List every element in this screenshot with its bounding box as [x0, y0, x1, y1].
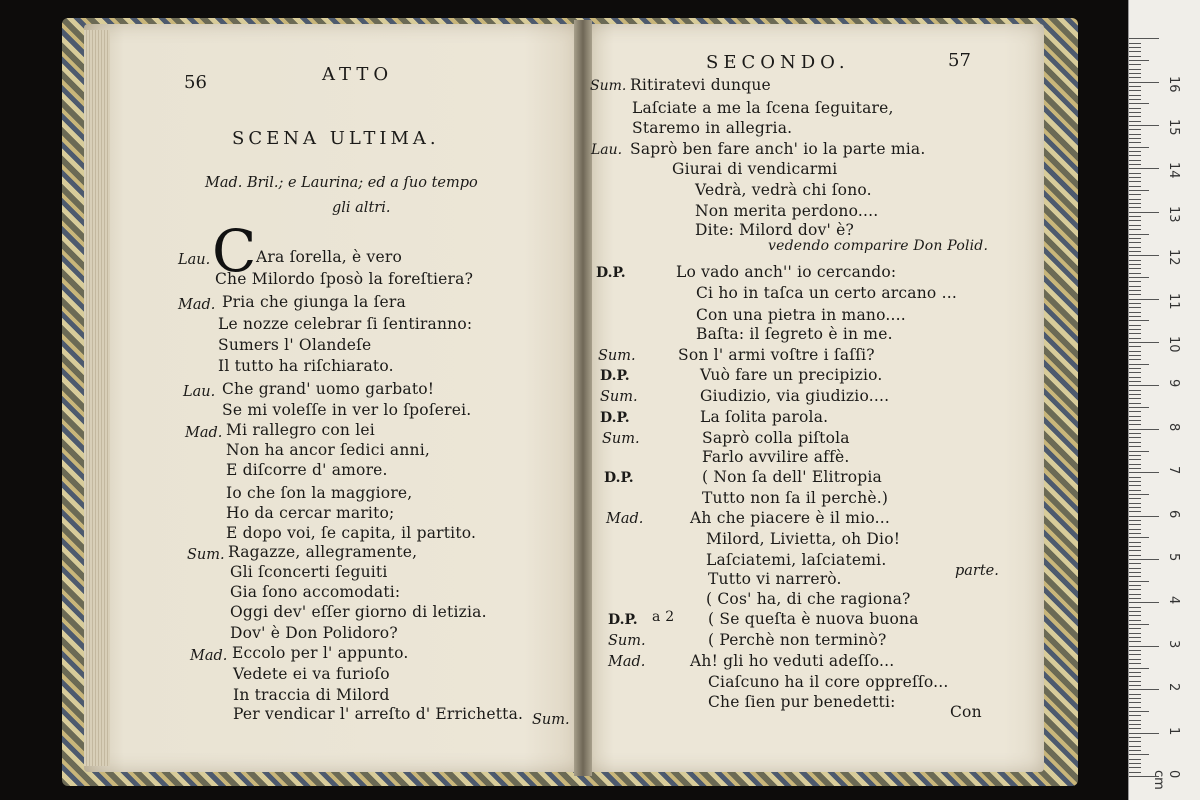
ruler-tick [1129, 559, 1159, 560]
ruler-tick [1129, 316, 1141, 317]
ruler-tick [1129, 207, 1141, 208]
verse-line: Oggi dev' eſſer giorno di letizia. [230, 603, 487, 621]
ruler-tick [1129, 277, 1149, 278]
measurement-ruler [1128, 0, 1200, 800]
ruler-tick [1129, 442, 1141, 443]
verse-line: Dite: Milord dov' è? [695, 221, 854, 239]
ruler-tick [1129, 43, 1141, 44]
ruler-tick [1129, 568, 1141, 569]
speaker-label: Sum. [608, 633, 646, 649]
speaker-label: Sum. [600, 389, 638, 405]
verse-line: Ho da cercar marito; [226, 504, 395, 522]
ruler-tick [1129, 238, 1141, 239]
ruler-tick [1129, 490, 1141, 491]
ruler-tick [1129, 38, 1159, 39]
ruler-tick [1129, 689, 1159, 690]
verse-line: Le nozze celebrar ſi ſentiranno: [218, 315, 473, 333]
page-number-right: 57 [948, 50, 971, 71]
ruler-tick [1129, 134, 1141, 135]
ruler-tick [1129, 611, 1141, 612]
speaker-label: D.P. [600, 410, 630, 426]
ruler-tick [1129, 733, 1159, 734]
verse-line: Ci ho in taſca un certo arcano ... [696, 284, 957, 302]
verse-line: Non ha ancor ſedici anni, [226, 441, 430, 459]
ruler-tick [1129, 529, 1141, 530]
ruler-tick [1129, 503, 1141, 504]
ruler-tick [1129, 351, 1141, 352]
ruler-tick [1129, 594, 1141, 595]
ruler-label: 7 [1166, 466, 1181, 475]
ruler-tick [1129, 694, 1141, 695]
ruler-tick [1129, 216, 1141, 217]
page-edges [84, 30, 110, 766]
verse-line: Saprò colla piſtola [702, 429, 850, 447]
running-head-left: ATTO [322, 64, 394, 85]
ruler-tick [1129, 229, 1141, 230]
verse-line: Che grand' uomo garbato! [222, 380, 435, 398]
verse-line: ( Se queſta è nuova buona [708, 610, 919, 628]
running-head-right: SECONDO. [706, 52, 850, 73]
verse-line: E dopo voi, ſe capita, il partito. [226, 524, 477, 542]
verse-line: Tutto non ſa il perchè.) [702, 489, 889, 507]
ruler-tick [1129, 86, 1141, 87]
side-note-parte: parte. [955, 563, 999, 579]
verse-line: Il tutto ha riſchiarato. [218, 357, 394, 375]
ruler-label: 3 [1166, 639, 1181, 649]
ruler-tick [1129, 194, 1141, 195]
ruler-label: 16 [1166, 75, 1181, 93]
ruler-tick [1129, 242, 1141, 243]
ruler-tick [1129, 411, 1141, 412]
ruler-tick [1129, 772, 1141, 773]
verse-line: Gli ſconcerti ſeguiti [230, 563, 388, 581]
ruler-tick [1129, 112, 1141, 113]
ruler-tick [1129, 268, 1141, 269]
ruler-tick [1129, 82, 1159, 83]
speaker-label: Mad. [606, 511, 644, 527]
verse-line: Giudizio, via giudizio.... [700, 387, 890, 405]
ruler-tick [1129, 320, 1149, 321]
ruler-tick [1129, 381, 1141, 382]
ruler-tick [1129, 585, 1141, 586]
ruler-tick [1129, 607, 1141, 608]
verse-line: Gia ſono accomodati: [230, 583, 401, 601]
ruler-tick [1129, 355, 1141, 356]
ruler-tick [1129, 589, 1141, 590]
verse-line: Sumers l' Olandeſe [218, 336, 372, 354]
ruler-tick [1129, 69, 1141, 70]
ruler-tick [1129, 220, 1141, 221]
scene-title: SCENA ULTIMA. [232, 128, 440, 149]
ruler-tick [1129, 455, 1141, 456]
ruler-tick [1129, 628, 1141, 629]
ruler-tick [1129, 138, 1141, 139]
verse-line: Saprò ben fare anch' io la parte mia. [630, 140, 926, 158]
ruler-tick [1129, 477, 1141, 478]
ruler-tick [1129, 372, 1141, 373]
ruler-tick [1129, 633, 1141, 634]
verse-line: Vedrà, vedrà chi ſono. [695, 181, 872, 199]
verse-line: ( Perchè non terminò? [708, 631, 887, 649]
ruler-label: 4 [1166, 596, 1181, 605]
ruler-tick [1129, 346, 1141, 347]
ruler-tick [1129, 494, 1149, 495]
speaker-label: Mad. [178, 297, 216, 313]
ruler-label: 8 [1166, 422, 1181, 432]
verse-line: Ah che piacere è il mio... [690, 509, 890, 527]
verse-line: vedendo comparire Don Polid. [768, 238, 989, 254]
ruler-tick [1129, 247, 1141, 248]
verse-line: La ſolita parola. [700, 408, 829, 426]
ruler-tick [1129, 329, 1141, 330]
ruler-tick [1129, 429, 1159, 430]
stage-direction-line-1: Mad. Bril.; e Laurina; ed a ſuo tempo [205, 175, 478, 191]
ruler-tick [1129, 416, 1141, 417]
ruler-tick [1129, 681, 1141, 682]
ruler-tick [1129, 542, 1141, 543]
verse-line: Ragazze, allegramente, [228, 543, 418, 561]
ruler-tick [1129, 338, 1141, 339]
ruler-tick [1129, 737, 1141, 738]
ruler-tick [1129, 168, 1159, 169]
ruler-tick [1129, 576, 1141, 577]
ruler-tick [1129, 368, 1141, 369]
ruler-tick [1129, 672, 1141, 673]
ruler-tick [1129, 698, 1141, 699]
verse-line: Non merita perdono.... [695, 202, 879, 220]
ruler-tick [1129, 312, 1141, 313]
ruler-tick [1129, 581, 1149, 582]
speaker-label: Sum. [590, 78, 627, 94]
ruler-tick [1129, 121, 1141, 122]
ruler-tick [1129, 325, 1141, 326]
ruler-label: 13 [1166, 205, 1181, 223]
ruler-tick [1129, 190, 1149, 191]
ruler-tick [1129, 398, 1141, 399]
ruler-tick [1129, 468, 1141, 469]
ruler-tick [1129, 151, 1141, 152]
ruler-tick [1129, 160, 1141, 161]
speaker-label: Mad. [190, 648, 228, 664]
speaker-label: Lau. [178, 252, 211, 268]
ruler-tick [1129, 485, 1141, 486]
speaker-label: D.P. [604, 470, 634, 486]
ruler-tick [1129, 746, 1141, 747]
ruler-tick [1129, 546, 1141, 547]
ruler-tick [1129, 754, 1149, 755]
verse-line: Ciaſcuno ha il core oppreſſo... [708, 673, 949, 691]
verse-line: Ah! gli ho veduti adeſſo... [690, 652, 895, 670]
verse-line: Dov' è Don Polidoro? [230, 624, 398, 642]
verse-line: Ritiratevi dunque [630, 76, 771, 94]
ruler-label: 10 [1166, 336, 1181, 353]
ruler-tick [1129, 646, 1159, 647]
ruler-tick [1129, 394, 1141, 395]
verse-line: Se mi voleſſe in ver lo ſpoſerei. [222, 401, 472, 419]
verse-line: Mi rallegro con lei [226, 421, 375, 439]
ruler-tick [1129, 424, 1141, 425]
ruler-tick [1129, 676, 1141, 677]
ruler-tick [1129, 668, 1149, 669]
ruler-tick [1129, 637, 1141, 638]
ruler-tick [1129, 255, 1159, 256]
verse-line: Che ſien pur benedetti: [708, 693, 896, 711]
ruler-tick [1129, 572, 1141, 573]
ruler-tick [1129, 64, 1141, 65]
catchword-right: Con [950, 703, 982, 721]
verse-line: In traccia di Milord [233, 686, 390, 704]
ruler-tick [1129, 251, 1141, 252]
ruler-tick [1129, 403, 1141, 404]
verse-line: Per vendicar l' arreſto d' Errichetta. [233, 705, 524, 723]
ruler-tick [1129, 273, 1141, 274]
ruler-label: 0 cm [1151, 770, 1181, 790]
ruler-tick [1129, 516, 1159, 517]
verse-line: Lo vado anch'' io cercando: [676, 263, 897, 281]
ruler-tick [1129, 234, 1149, 235]
ruler-tick [1129, 459, 1141, 460]
ruler-tick [1129, 759, 1141, 760]
ruler-tick [1129, 724, 1141, 725]
ruler-tick [1129, 286, 1141, 287]
ruler-tick [1129, 533, 1141, 534]
ruler-tick [1129, 155, 1141, 156]
verse-line: ( Cos' ha, di che ragiona? [706, 590, 911, 608]
speaker-label: Sum. [598, 348, 636, 364]
ruler-tick [1129, 290, 1141, 291]
verse-line: Vedete ei va furioſo [233, 665, 390, 683]
ruler-label: 6 [1166, 509, 1181, 518]
ruler-tick [1129, 720, 1141, 721]
speaker-label: Sum. [187, 547, 225, 563]
verse-line: Milord, Livietta, oh Dio! [706, 530, 901, 548]
ruler-tick [1129, 129, 1141, 130]
ruler-tick [1129, 650, 1141, 651]
ruler-tick [1129, 620, 1141, 621]
ruler-tick [1129, 364, 1149, 365]
ruler-label: 15 [1166, 119, 1181, 136]
ruler-tick [1129, 390, 1141, 391]
ruler-tick [1129, 659, 1141, 660]
ruler-tick [1129, 56, 1141, 57]
verse-line: Ara ſorella, è vero [256, 248, 403, 266]
verse-line: Giurai di vendicarmi [672, 160, 838, 178]
verse-line: Con una pietra in mano.... [696, 306, 906, 324]
verse-line: Baſta: il ſegreto è in me. [696, 325, 893, 343]
ruler-tick [1129, 164, 1141, 165]
side-note-a2: a 2 [652, 609, 675, 625]
ruler-tick [1129, 507, 1141, 508]
speaker-label: Sum. [602, 431, 640, 447]
ruler-tick [1129, 437, 1141, 438]
speaker-label: D.P. [600, 368, 630, 384]
ruler-tick [1129, 225, 1141, 226]
ruler-tick [1129, 602, 1159, 603]
ruler-tick [1129, 728, 1141, 729]
ruler-tick [1129, 711, 1149, 712]
speaker-label: Mad. [185, 425, 223, 441]
ruler-tick [1129, 51, 1141, 52]
ruler-tick [1129, 685, 1141, 686]
verse-line: Eccolo per l' appunto. [232, 644, 409, 662]
ruler-tick [1129, 281, 1141, 282]
ruler-tick [1129, 707, 1141, 708]
ruler-tick [1129, 598, 1141, 599]
ruler-tick [1129, 103, 1149, 104]
ruler-tick [1129, 142, 1141, 143]
ruler-tick [1129, 77, 1141, 78]
ruler-tick [1129, 750, 1141, 751]
verse-line: E diſcorre d' amore. [226, 461, 388, 479]
ruler-tick [1129, 95, 1141, 96]
ruler-tick [1129, 303, 1141, 304]
verse-line: Staremo in allegria. [632, 119, 793, 137]
ruler-tick [1129, 407, 1149, 408]
ruler-tick [1129, 181, 1141, 182]
ruler-tick [1129, 264, 1141, 265]
ruler-tick [1129, 663, 1141, 664]
speaker-label: D.P. [596, 265, 626, 281]
ruler-label: 12 [1166, 249, 1181, 266]
ruler-tick [1129, 624, 1149, 625]
ruler-tick [1129, 481, 1141, 482]
ruler-tick [1129, 451, 1149, 452]
ruler-tick [1129, 555, 1141, 556]
ruler-tick [1129, 377, 1141, 378]
ruler-tick [1129, 741, 1141, 742]
stage-direction-line-2: gli altri. [332, 200, 391, 216]
ruler-tick [1129, 641, 1141, 642]
ruler-tick [1129, 125, 1159, 126]
speaker-label: Mad. [608, 654, 646, 670]
catchword-left: Sum. [532, 712, 570, 728]
speaker-label: D.P. [608, 612, 638, 628]
ruler-tick [1129, 524, 1141, 525]
ruler-tick [1129, 702, 1141, 703]
ruler-tick [1129, 385, 1159, 386]
ruler-tick [1129, 511, 1141, 512]
ruler-tick [1129, 520, 1141, 521]
verse-line: Che Milordo ſposò la foreſtiera? [215, 270, 474, 288]
ruler-tick [1129, 498, 1141, 499]
ruler-tick [1129, 767, 1141, 768]
ruler-tick [1129, 294, 1141, 295]
ruler-tick [1129, 90, 1141, 91]
verse-line: Laſciate a me la ſcena ſeguitare, [632, 99, 894, 117]
verse-line: ( Non ſa dell' Elitropia [702, 468, 882, 486]
ruler-tick [1129, 464, 1141, 465]
ruler-tick [1129, 203, 1141, 204]
ruler-tick [1129, 212, 1159, 213]
verse-line: Son l' armi voſtre i ſaſſi? [678, 346, 875, 364]
ruler-tick [1129, 177, 1141, 178]
ruler-tick [1129, 307, 1141, 308]
ruler-tick [1129, 173, 1141, 174]
ruler-label: 9 [1166, 379, 1181, 388]
speaker-label: Lau. [183, 384, 216, 400]
ruler-tick [1129, 433, 1141, 434]
ruler-tick [1129, 537, 1149, 538]
ruler-tick [1129, 73, 1141, 74]
verse-line: Pria che giunga la ſera [222, 293, 406, 311]
ruler-tick [1129, 116, 1141, 117]
ruler-tick [1129, 654, 1141, 655]
ruler-tick [1129, 715, 1141, 716]
book-gutter [574, 20, 592, 776]
drop-cap: C [212, 217, 257, 285]
page-number-left: 56 [184, 72, 207, 93]
ruler-tick [1129, 47, 1141, 48]
ruler-tick [1129, 299, 1159, 300]
verse-line: Laſciatemi, laſciatemi. [706, 551, 887, 569]
ruler-tick [1129, 147, 1149, 148]
ruler-tick [1129, 359, 1141, 360]
ruler-tick [1129, 99, 1141, 100]
ruler-tick [1129, 199, 1141, 200]
ruler-tick [1129, 446, 1141, 447]
verse-line: Vuò fare un precipizio. [700, 366, 883, 384]
speaker-label: Lau. [591, 142, 623, 158]
ruler-tick [1129, 333, 1141, 334]
ruler-tick [1129, 186, 1141, 187]
ruler-tick [1129, 550, 1141, 551]
ruler-tick [1129, 108, 1141, 109]
ruler-label: 5 [1166, 553, 1181, 562]
ruler-tick [1129, 763, 1141, 764]
ruler-tick [1129, 420, 1141, 421]
ruler-tick [1129, 615, 1141, 616]
ruler-label: 11 [1166, 292, 1181, 310]
ruler-tick [1129, 260, 1141, 261]
ruler-tick [1129, 563, 1141, 564]
ruler-tick [1129, 342, 1159, 343]
ruler-tick [1129, 472, 1159, 473]
ruler-tick [1129, 60, 1149, 61]
ruler-label: 14 [1166, 162, 1181, 179]
ruler-label: 1 [1166, 726, 1181, 735]
verse-line: Tutto vi narrerò. [708, 570, 842, 588]
verse-line: Farlo avvilire affè. [702, 448, 850, 466]
verse-line: Io che ſon la maggiore, [226, 484, 413, 502]
ruler-label: 2 [1166, 683, 1181, 692]
